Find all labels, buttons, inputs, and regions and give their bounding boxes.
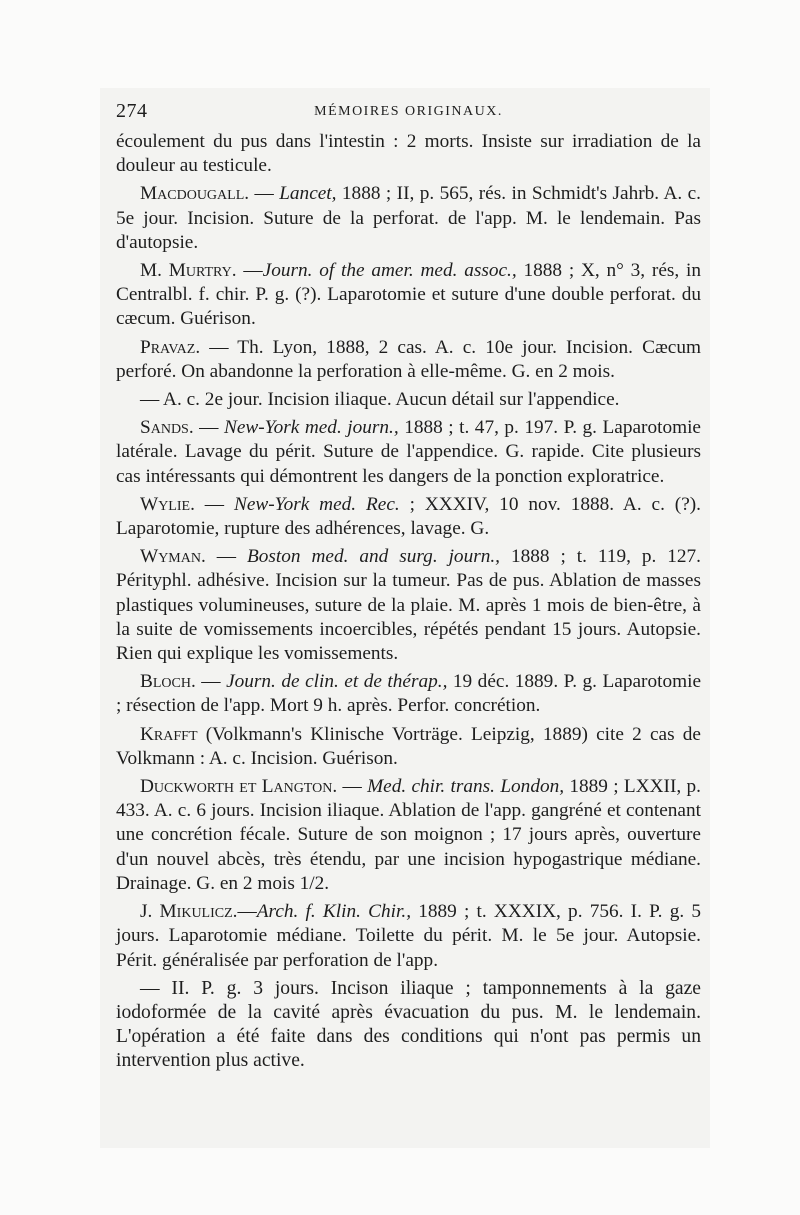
entry-text: 1889 ; t. XXXIX, p. 756. I. P. g. 5 jours. Laparotomie médiane. Toilette du périt. M. le 5e jour. Autopsie. Périt. généralisée par perforation de l'app. <box>116 901 701 971</box>
entry-pravaz-second-case <box>116 388 701 412</box>
entry-journal: New-York med. Rec. <box>233 493 400 515</box>
entry-text: Th. Lyon, 1888, 2 cas. A. c. 10e jour. Incision. Cæcum perforé. On abandonne la perforation à elle-même. G. en 2 mois. <box>116 336 701 382</box>
entry-journal: Arch. f. Klin. Chir., <box>256 901 412 923</box>
entry-author: Macdougall. <box>140 183 250 205</box>
page-number: 274 <box>116 100 148 122</box>
entry-lead: — <box>200 336 238 358</box>
entry-journal: Journ. de clin. et de thérap., <box>226 671 448 693</box>
entry-text: 1888 ; t. 119, p. 127. Pérityphl. adhésive. Incision sur la tumeur. Pas de pus. Ablation de masses plastiques volumineuses, suture de la plaie. M. après 1 mois de bien-être, à la suite de vomissements incoercibles, répétés pendant 15 jours. Autopsie. Rien qui explique les vomissements. <box>116 546 702 665</box>
entry-lead: — <box>194 493 234 515</box>
entry-author: J. Mikulicz. <box>140 901 238 923</box>
entry-lead <box>198 724 206 745</box>
entry-author: Pravaz. <box>140 336 201 358</box>
entry-journal: Journ. of the amer. med. assoc., <box>262 260 517 282</box>
page-header <box>116 100 701 126</box>
entry-bloch <box>116 670 701 718</box>
entry-text: 1888 ; t. 47, p. 197. P. g. Laparotomie latérale. Lavage du périt. Suture de l'appendice. G. rapide. Cite plusieurs cas intéressants qui démontrent les dangers de la ponction exploratrice. <box>116 417 701 487</box>
entry-mikulicz <box>116 900 701 973</box>
entry-wylie <box>116 493 701 541</box>
entry-author: Wyman. <box>140 546 206 568</box>
entry-duckworth-langton <box>116 775 701 896</box>
entry-pravaz <box>116 336 701 384</box>
entry-author: Bloch. <box>140 671 196 693</box>
entry-lead: — <box>249 183 280 205</box>
body-text <box>116 130 701 1078</box>
running-title: MÉMOIRES ORIGINAUX. <box>314 104 503 119</box>
entry-journal: Med. chir. trans. London, <box>367 776 565 798</box>
paragraph-continuation <box>116 130 701 178</box>
entry-text: — A. c. 2e jour. Incision iliaque. Aucun détail sur l'appendice. <box>140 389 620 411</box>
entry-lead: — <box>195 671 227 693</box>
entry-mikulicz-second-case <box>116 977 701 1074</box>
entry-text: 1888 ; II, p. 565, rés. in Schmidt's Jahrb. A. c. 5e jour. Incision. Suture de la perforat. de l'app. M. le lendemain. Pas d'autopsie. <box>116 183 701 253</box>
entry-journal: Boston med. and surg. journ., <box>246 546 501 568</box>
entry-author: Sands. <box>140 417 194 439</box>
entry-journal: New-York med. journ., <box>223 417 399 439</box>
entry-text: ; XXXIV, 10 nov. 1888. A. c. (?). Laparotomie, rupture des adhérences, lavage. G. <box>116 493 702 540</box>
entry-author: Duckworth et Langton. <box>140 776 338 798</box>
entry-journal: Lancet, <box>279 183 337 205</box>
entry-lead: — <box>337 776 368 798</box>
entry-lead: — <box>237 901 257 923</box>
entry-text: 1889 ; LXXII, p. 433. A. c. 6 jours. Incision iliaque. Ablation de l'app. gangréné et contenant une concrétion fécale. Suture de son moignon ; 17 jours après, ouverture d'un nouvel abcès, très étendu, par une incision hypogastrique médiane. Drainage. G. en 2 mois 1/2. <box>116 776 701 894</box>
entry-text: (Volkmann's Klinische Vorträge. Leipzig, 1889) cite 2 cas de Volkmann : A. c. Incision. Guérison. <box>116 723 701 769</box>
entry-macdougall <box>116 182 701 255</box>
entry-lead: — <box>236 260 263 282</box>
entry-sands <box>116 416 701 489</box>
paragraph-text: écoulement du pus dans l'intestin : 2 morts. Insiste sur irradiation de la douleur au testicule. <box>116 131 701 177</box>
entry-author: Wylie. <box>140 493 195 515</box>
entry-murtry <box>116 259 701 332</box>
entry-text: 1888 ; X, n° 3, rés, in Centralbl. f. chir. P. g. (?). Laparotomie et suture d'une double perforat. du cæcum. Guérison. <box>116 260 701 330</box>
entry-text: 19 déc. 1889. P. g. Laparotomie ; résection de l'app. Mort 9 h. après. Perfor. concrétion. <box>116 671 702 717</box>
entry-author: M. Murtry. <box>140 260 237 282</box>
entry-krafft <box>116 723 701 771</box>
entry-text: — II. P. g. 3 jours. Incison iliaque ; tamponnements à la gaze iodoformée de la cavité après évacuation du pus. M. le lendemain. L'opération a été faite dans des conditions qui n'ont pas permis un intervention plus active. <box>116 977 701 1072</box>
entry-author: Krafft <box>140 723 198 745</box>
entry-lead: — <box>205 546 247 568</box>
entry-lead: — <box>193 417 224 439</box>
entry-wyman <box>116 545 701 666</box>
